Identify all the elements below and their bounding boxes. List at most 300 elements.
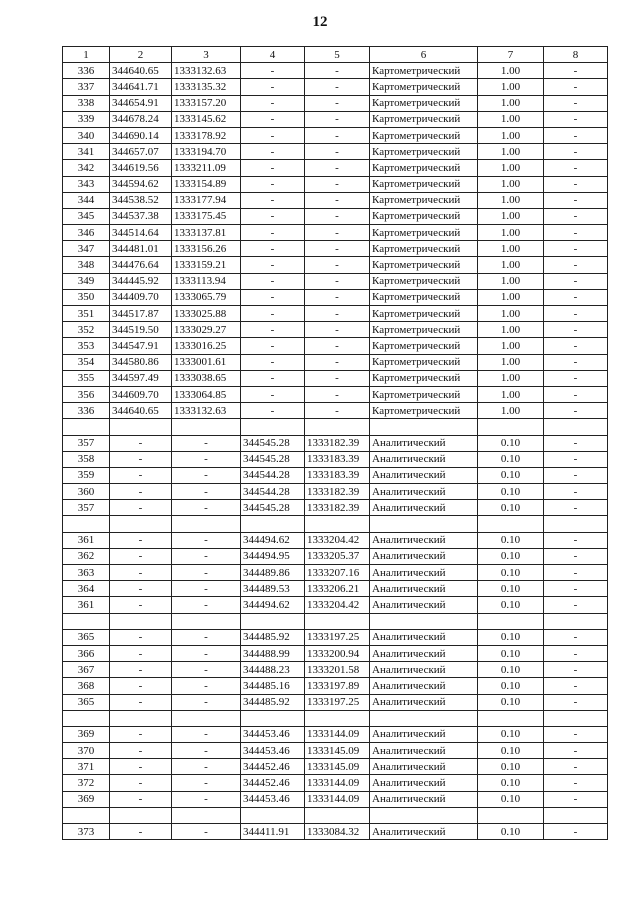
table-row: [63, 743, 608, 759]
accuracy-cell: 0.10: [478, 484, 544, 500]
x-coordinate-cell: 344545.28: [241, 451, 305, 467]
y-coordinate-cell: 1333183.39: [305, 451, 370, 467]
table-row: [63, 354, 608, 370]
table-row: [63, 176, 608, 192]
column-header: 8: [544, 47, 608, 63]
empty-cell: [241, 419, 305, 435]
x-coordinate-cell: 344514.64: [110, 225, 172, 241]
method-cell: Картометрический: [370, 111, 478, 127]
table-row: [63, 500, 608, 516]
y-coordinate-cell: -: [305, 127, 370, 143]
method-cell: Аналитический: [370, 565, 478, 581]
note-cell: -: [544, 726, 608, 742]
point-number-cell: 336: [63, 403, 110, 419]
empty-cell: [241, 710, 305, 726]
note-cell: -: [544, 289, 608, 305]
note-cell: -: [544, 306, 608, 322]
x-coordinate-cell: -: [241, 176, 305, 192]
method-cell: Картометрический: [370, 403, 478, 419]
point-number-cell: 372: [63, 775, 110, 791]
y-coordinate-cell: 1333204.42: [305, 532, 370, 548]
empty-cell: [305, 710, 370, 726]
accuracy-cell: 1.00: [478, 386, 544, 402]
y-coordinate-cell: 1333201.58: [305, 662, 370, 678]
y-coordinate-cell: -: [172, 645, 241, 661]
table-row: [63, 451, 608, 467]
y-coordinate-cell: 1333084.32: [305, 824, 370, 840]
table-row: [63, 565, 608, 581]
note-cell: -: [544, 386, 608, 402]
note-cell: -: [544, 370, 608, 386]
empty-cell: [241, 807, 305, 823]
table-row: [63, 791, 608, 807]
point-number-cell: 351: [63, 306, 110, 322]
table-row: [63, 370, 608, 386]
method-cell: Аналитический: [370, 694, 478, 710]
x-coordinate-cell: -: [110, 581, 172, 597]
method-cell: Аналитический: [370, 726, 478, 742]
method-cell: Аналитический: [370, 743, 478, 759]
method-cell: Аналитический: [370, 435, 478, 451]
method-cell: Аналитический: [370, 500, 478, 516]
x-coordinate-cell: 344517.87: [110, 306, 172, 322]
x-coordinate-cell: -: [110, 791, 172, 807]
y-coordinate-cell: 1333182.39: [305, 435, 370, 451]
y-coordinate-cell: -: [172, 532, 241, 548]
x-coordinate-cell: 344640.65: [110, 63, 172, 79]
point-number-cell: 352: [63, 322, 110, 338]
accuracy-cell: 0.10: [478, 565, 544, 581]
y-coordinate-cell: 1333145.09: [305, 743, 370, 759]
y-coordinate-cell: -: [172, 662, 241, 678]
point-number-cell: 365: [63, 629, 110, 645]
empty-cell: [544, 807, 608, 823]
note-cell: -: [544, 127, 608, 143]
y-coordinate-cell: -: [305, 322, 370, 338]
accuracy-cell: 1.00: [478, 306, 544, 322]
x-coordinate-cell: -: [110, 532, 172, 548]
y-coordinate-cell: 1333144.09: [305, 726, 370, 742]
header-row: [63, 47, 608, 63]
method-cell: Картометрический: [370, 338, 478, 354]
accuracy-cell: 1.00: [478, 241, 544, 257]
y-coordinate-cell: -: [172, 791, 241, 807]
accuracy-cell: 0.10: [478, 597, 544, 613]
x-coordinate-cell: 344488.99: [241, 645, 305, 661]
table-row: [63, 160, 608, 176]
accuracy-cell: 0.10: [478, 629, 544, 645]
y-coordinate-cell: -: [172, 759, 241, 775]
point-number-cell: 344: [63, 192, 110, 208]
y-coordinate-cell: 1333182.39: [305, 500, 370, 516]
table-row: [63, 629, 608, 645]
accuracy-cell: 0.10: [478, 759, 544, 775]
accuracy-cell: 1.00: [478, 176, 544, 192]
note-cell: -: [544, 451, 608, 467]
table-row: [63, 775, 608, 791]
x-coordinate-cell: 344597.49: [110, 370, 172, 386]
y-coordinate-cell: -: [172, 629, 241, 645]
x-coordinate-cell: -: [110, 726, 172, 742]
point-number-cell: 342: [63, 160, 110, 176]
point-number-cell: 343: [63, 176, 110, 192]
point-number-cell: 337: [63, 79, 110, 95]
method-cell: Картометрический: [370, 354, 478, 370]
y-coordinate-cell: -: [305, 403, 370, 419]
y-coordinate-cell: -: [305, 176, 370, 192]
y-coordinate-cell: 1333135.32: [172, 79, 241, 95]
x-coordinate-cell: -: [241, 63, 305, 79]
note-cell: -: [544, 273, 608, 289]
accuracy-cell: 1.00: [478, 144, 544, 160]
x-coordinate-cell: 344609.70: [110, 386, 172, 402]
x-coordinate-cell: 344409.70: [110, 289, 172, 305]
method-cell: Аналитический: [370, 581, 478, 597]
note-cell: -: [544, 662, 608, 678]
accuracy-cell: 0.10: [478, 791, 544, 807]
point-number-cell: 371: [63, 759, 110, 775]
table-row: [63, 759, 608, 775]
x-coordinate-cell: 344690.14: [110, 127, 172, 143]
note-cell: -: [544, 435, 608, 451]
table-row: [63, 79, 608, 95]
note-cell: -: [544, 565, 608, 581]
empty-cell: [370, 419, 478, 435]
x-coordinate-cell: 344453.46: [241, 743, 305, 759]
y-coordinate-cell: 1333177.94: [172, 192, 241, 208]
y-coordinate-cell: 1333065.79: [172, 289, 241, 305]
y-coordinate-cell: 1333205.37: [305, 548, 370, 564]
x-coordinate-cell: -: [241, 306, 305, 322]
table-row: [63, 581, 608, 597]
x-coordinate-cell: 344489.53: [241, 581, 305, 597]
table-row: [63, 144, 608, 160]
point-number-cell: 356: [63, 386, 110, 402]
accuracy-cell: 0.10: [478, 694, 544, 710]
x-coordinate-cell: 344641.71: [110, 79, 172, 95]
method-cell: Картометрический: [370, 257, 478, 273]
x-coordinate-cell: -: [110, 678, 172, 694]
point-number-cell: 359: [63, 467, 110, 483]
x-coordinate-cell: 344544.28: [241, 484, 305, 500]
table-row: [63, 386, 608, 402]
y-coordinate-cell: 1333145.09: [305, 759, 370, 775]
y-coordinate-cell: 1333194.70: [172, 144, 241, 160]
point-number-cell: 345: [63, 208, 110, 224]
empty-cell: [478, 516, 544, 532]
method-cell: Аналитический: [370, 484, 478, 500]
accuracy-cell: 1.00: [478, 289, 544, 305]
x-coordinate-cell: -: [110, 451, 172, 467]
note-cell: -: [544, 759, 608, 775]
column-header: 5: [305, 47, 370, 63]
y-coordinate-cell: 1333144.09: [305, 775, 370, 791]
note-cell: -: [544, 403, 608, 419]
y-coordinate-cell: 1333001.61: [172, 354, 241, 370]
accuracy-cell: 1.00: [478, 63, 544, 79]
y-coordinate-cell: 1333178.92: [172, 127, 241, 143]
y-coordinate-cell: 1333197.25: [305, 629, 370, 645]
point-number-cell: 354: [63, 354, 110, 370]
empty-cell: [241, 516, 305, 532]
point-number-cell: 346: [63, 225, 110, 241]
empty-cell: [110, 807, 172, 823]
y-coordinate-cell: -: [172, 775, 241, 791]
empty-cell: [63, 419, 110, 435]
y-coordinate-cell: 1333197.89: [305, 678, 370, 694]
accuracy-cell: 1.00: [478, 160, 544, 176]
table-row: [63, 338, 608, 354]
x-coordinate-cell: 344411.91: [241, 824, 305, 840]
y-coordinate-cell: 1333211.09: [172, 160, 241, 176]
x-coordinate-cell: -: [241, 144, 305, 160]
point-number-cell: 341: [63, 144, 110, 160]
accuracy-cell: 0.10: [478, 435, 544, 451]
x-coordinate-cell: -: [110, 565, 172, 581]
table-body: [63, 63, 608, 840]
method-cell: Картометрический: [370, 63, 478, 79]
empty-cell: [63, 807, 110, 823]
empty-cell: [478, 613, 544, 629]
point-number-cell: 349: [63, 273, 110, 289]
x-coordinate-cell: 344488.23: [241, 662, 305, 678]
accuracy-cell: 1.00: [478, 192, 544, 208]
table-row: [63, 403, 608, 419]
y-coordinate-cell: 1333183.39: [305, 467, 370, 483]
separator-row: [63, 710, 608, 726]
table-row: [63, 597, 608, 613]
table-row: [63, 678, 608, 694]
y-coordinate-cell: 1333113.94: [172, 273, 241, 289]
method-cell: Аналитический: [370, 775, 478, 791]
empty-cell: [63, 516, 110, 532]
x-coordinate-cell: 344544.28: [241, 467, 305, 483]
point-number-cell: 361: [63, 597, 110, 613]
accuracy-cell: 0.10: [478, 775, 544, 791]
method-cell: Аналитический: [370, 597, 478, 613]
x-coordinate-cell: -: [241, 354, 305, 370]
x-coordinate-cell: -: [110, 467, 172, 483]
x-coordinate-cell: 344580.86: [110, 354, 172, 370]
point-number-cell: 363: [63, 565, 110, 581]
accuracy-cell: 1.00: [478, 225, 544, 241]
y-coordinate-cell: -: [305, 95, 370, 111]
column-header: 7: [478, 47, 544, 63]
method-cell: Аналитический: [370, 629, 478, 645]
method-cell: Аналитический: [370, 824, 478, 840]
empty-cell: [172, 419, 241, 435]
x-coordinate-cell: 344538.52: [110, 192, 172, 208]
y-coordinate-cell: -: [172, 500, 241, 516]
note-cell: -: [544, 484, 608, 500]
empty-cell: [172, 613, 241, 629]
x-coordinate-cell: 344485.92: [241, 694, 305, 710]
x-coordinate-cell: 344545.28: [241, 500, 305, 516]
accuracy-cell: 1.00: [478, 322, 544, 338]
y-coordinate-cell: 1333200.94: [305, 645, 370, 661]
y-coordinate-cell: 1333197.25: [305, 694, 370, 710]
y-coordinate-cell: -: [172, 548, 241, 564]
accuracy-cell: 1.00: [478, 208, 544, 224]
method-cell: Картометрический: [370, 273, 478, 289]
x-coordinate-cell: -: [241, 160, 305, 176]
method-cell: Аналитический: [370, 662, 478, 678]
point-number-cell: 360: [63, 484, 110, 500]
method-cell: Аналитический: [370, 791, 478, 807]
y-coordinate-cell: 1333038.65: [172, 370, 241, 386]
accuracy-cell: 0.10: [478, 532, 544, 548]
note-cell: -: [544, 678, 608, 694]
accuracy-cell: 0.10: [478, 548, 544, 564]
x-coordinate-cell: -: [110, 500, 172, 516]
y-coordinate-cell: -: [305, 241, 370, 257]
y-coordinate-cell: 1333156.26: [172, 241, 241, 257]
note-cell: -: [544, 467, 608, 483]
empty-cell: [305, 807, 370, 823]
table-row: [63, 435, 608, 451]
x-coordinate-cell: 344519.50: [110, 322, 172, 338]
y-coordinate-cell: -: [172, 451, 241, 467]
accuracy-cell: 0.10: [478, 500, 544, 516]
method-cell: Картометрический: [370, 241, 478, 257]
method-cell: Картометрический: [370, 160, 478, 176]
note-cell: -: [544, 338, 608, 354]
point-number-cell: 350: [63, 289, 110, 305]
accuracy-cell: 0.10: [478, 451, 544, 467]
empty-cell: [63, 710, 110, 726]
x-coordinate-cell: 344594.62: [110, 176, 172, 192]
y-coordinate-cell: 1333029.27: [172, 322, 241, 338]
empty-cell: [370, 516, 478, 532]
y-coordinate-cell: 1333025.88: [172, 306, 241, 322]
table-row: [63, 127, 608, 143]
point-number-cell: 369: [63, 726, 110, 742]
table-row: [63, 306, 608, 322]
note-cell: -: [544, 791, 608, 807]
column-header: 1: [63, 47, 110, 63]
empty-cell: [172, 710, 241, 726]
point-number-cell: 361: [63, 532, 110, 548]
y-coordinate-cell: 1333144.09: [305, 791, 370, 807]
note-cell: -: [544, 629, 608, 645]
method-cell: Картометрический: [370, 289, 478, 305]
empty-cell: [544, 419, 608, 435]
note-cell: -: [544, 111, 608, 127]
x-coordinate-cell: -: [110, 824, 172, 840]
x-coordinate-cell: 344485.16: [241, 678, 305, 694]
y-coordinate-cell: -: [172, 726, 241, 742]
y-coordinate-cell: -: [172, 484, 241, 500]
note-cell: -: [544, 581, 608, 597]
x-coordinate-cell: 344537.38: [110, 208, 172, 224]
method-cell: Картометрический: [370, 127, 478, 143]
y-coordinate-cell: -: [172, 435, 241, 451]
accuracy-cell: 0.10: [478, 726, 544, 742]
method-cell: Картометрический: [370, 79, 478, 95]
table-row: [63, 548, 608, 564]
y-coordinate-cell: 1333175.45: [172, 208, 241, 224]
x-coordinate-cell: 344545.28: [241, 435, 305, 451]
note-cell: -: [544, 225, 608, 241]
point-number-cell: 336: [63, 63, 110, 79]
empty-cell: [172, 807, 241, 823]
x-coordinate-cell: -: [241, 127, 305, 143]
separator-row: [63, 613, 608, 629]
empty-cell: [544, 613, 608, 629]
empty-cell: [110, 710, 172, 726]
method-cell: Аналитический: [370, 759, 478, 775]
x-coordinate-cell: 344494.62: [241, 597, 305, 613]
accuracy-cell: 1.00: [478, 111, 544, 127]
x-coordinate-cell: -: [241, 386, 305, 402]
x-coordinate-cell: 344445.92: [110, 273, 172, 289]
note-cell: -: [544, 743, 608, 759]
accuracy-cell: 0.10: [478, 467, 544, 483]
x-coordinate-cell: 344494.62: [241, 532, 305, 548]
y-coordinate-cell: 1333064.85: [172, 386, 241, 402]
method-cell: Картометрический: [370, 176, 478, 192]
table-row: [63, 824, 608, 840]
table-row: [63, 645, 608, 661]
y-coordinate-cell: -: [172, 467, 241, 483]
x-coordinate-cell: -: [110, 694, 172, 710]
note-cell: -: [544, 79, 608, 95]
note-cell: -: [544, 694, 608, 710]
y-coordinate-cell: 1333132.63: [172, 63, 241, 79]
empty-cell: [241, 613, 305, 629]
y-coordinate-cell: 1333016.25: [172, 338, 241, 354]
point-number-cell: 340: [63, 127, 110, 143]
table-row: [63, 322, 608, 338]
accuracy-cell: 0.10: [478, 824, 544, 840]
table-row: [63, 484, 608, 500]
x-coordinate-cell: -: [110, 759, 172, 775]
table-row: [63, 289, 608, 305]
x-coordinate-cell: 344494.95: [241, 548, 305, 564]
note-cell: -: [544, 208, 608, 224]
y-coordinate-cell: -: [305, 111, 370, 127]
x-coordinate-cell: -: [241, 403, 305, 419]
point-number-cell: 373: [63, 824, 110, 840]
empty-cell: [478, 807, 544, 823]
column-header: 2: [110, 47, 172, 63]
accuracy-cell: 0.10: [478, 581, 544, 597]
x-coordinate-cell: -: [110, 645, 172, 661]
note-cell: -: [544, 824, 608, 840]
point-number-cell: 357: [63, 435, 110, 451]
method-cell: Картометрический: [370, 95, 478, 111]
x-coordinate-cell: -: [110, 484, 172, 500]
empty-cell: [478, 710, 544, 726]
empty-cell: [172, 516, 241, 532]
table-row: [63, 467, 608, 483]
y-coordinate-cell: -: [305, 79, 370, 95]
y-coordinate-cell: -: [305, 225, 370, 241]
method-cell: Аналитический: [370, 451, 478, 467]
method-cell: Картометрический: [370, 208, 478, 224]
column-header: 4: [241, 47, 305, 63]
method-cell: Картометрический: [370, 322, 478, 338]
x-coordinate-cell: 344654.91: [110, 95, 172, 111]
empty-cell: [110, 419, 172, 435]
method-cell: Аналитический: [370, 548, 478, 564]
y-coordinate-cell: -: [305, 257, 370, 273]
accuracy-cell: 1.00: [478, 79, 544, 95]
method-cell: Картометрический: [370, 225, 478, 241]
y-coordinate-cell: 1333157.20: [172, 95, 241, 111]
point-number-cell: 353: [63, 338, 110, 354]
empty-cell: [544, 710, 608, 726]
